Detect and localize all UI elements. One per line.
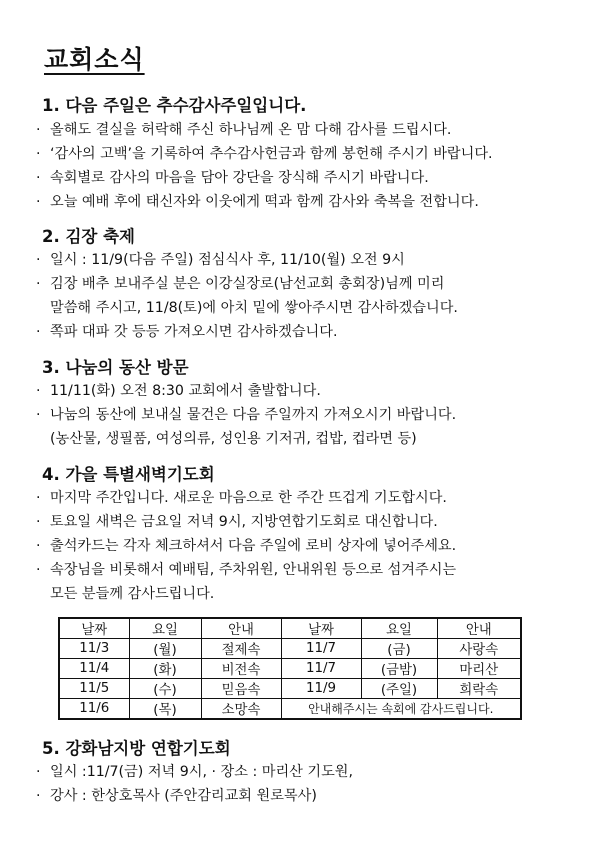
section-5-item-1: · 일시 :11/7(금) 저녁 9시, · 장소 : 마리산 기도원, [36,764,353,780]
table-cell: 11/9 [281,679,361,699]
table-row [59,679,521,699]
table-cell: 11/4 [59,659,129,679]
header-day: 요일 [361,618,437,639]
table-cell: 11/7 [281,659,361,679]
section-4-item-4-cont: 모든 분들께 감사드립니다. [50,586,215,602]
table-row [59,699,521,720]
section-2-item-3: · 쪽파 대파 갓 등등 가져오시면 감사하겠습니다. [36,324,338,340]
table-cell: (목) [129,699,201,720]
section-4-heading: 4. 가을 특별새벽기도회 [42,465,215,484]
section-1-item-2: · ‘감사의 고백’을 기록하여 추수감사헌금과 함께 봉헌해 주시기 바랍니다. [36,146,493,162]
section-2-heading: 2. 김장 축제 [42,227,135,246]
table-cell: (금) [361,639,437,659]
table-cell: 믿음속 [201,679,281,699]
section-3-heading: 3. 나눔의 동산 방문 [42,358,189,377]
header-guide: 안내 [201,618,281,639]
header-guide: 안내 [437,618,521,639]
section-4-item-1: · 마지막 주간입니다. 새로운 마음으로 한 주간 뜨겁게 기도합시다. [36,490,447,506]
section-2-item-2-cont: 말씀해 주시고, 11/8(토)에 아치 밑에 쌓아주시면 감사하겠습니다. [50,300,458,316]
table-row [59,639,521,659]
header-date: 날짜 [59,618,129,639]
page-title: 교회소식 [44,45,145,74]
section-1-item-1: · 올해도 결실을 허락해 주신 하나님께 온 맘 다해 감사를 드립시다. [36,122,452,138]
section-1-heading: 1. 다음 주일은 추수감사주일입니다. [42,96,307,115]
section-1-item-3: · 속회별로 감사의 마음을 담아 강단을 장식해 주시기 바랍니다. [36,170,429,186]
table-cell: (수) [129,679,201,699]
section-5-heading: 5. 강화남지방 연합기도회 [42,739,231,758]
table-cell: (주일) [361,679,437,699]
section-4-item-3: · 출석카드는 각자 체크하셔서 다음 주일에 로비 상자에 넣어주세요. [36,538,457,554]
table-cell: 마리산 [437,659,521,679]
table-header-row [59,618,521,639]
section-5-item-2: · 강사 : 한상호목사 (주안감리교회 원로목사) [36,788,317,804]
table-cell: 11/3 [59,639,129,659]
table-cell: (금밤) [361,659,437,679]
table-cell: (화) [129,659,201,679]
section-3-item-2: · 나눔의 동산에 보내실 물건은 다음 주일까지 가져오시기 바랍니다. [36,407,457,423]
section-2-item-1: · 일시 : 11/9(다음 주일) 점심식사 후, 11/10(월) 오전 9시 [36,252,405,268]
table-row [59,659,521,679]
table-cell: 11/5 [59,679,129,699]
table-cell: (월) [129,639,201,659]
section-2-item-2: · 김장 배추 보내주실 분은 이강실장로(남선교회 총회장)님께 미리 [36,276,445,292]
table-note: 안내해주시는 속회에 감사드립니다. [281,699,521,720]
table-cell: 11/6 [59,699,129,720]
section-4-item-2: · 토요일 새벽은 금요일 저녁 9시, 지방연합기도회로 대신합니다. [36,514,438,530]
section-1-item-4: · 오늘 예배 후에 태신자와 이웃에게 떡과 함께 감사와 축복을 전합니다. [36,194,479,210]
header-day: 요일 [129,618,201,639]
table-cell: 소망속 [201,699,281,720]
table-cell: 절제속 [201,639,281,659]
table-cell: 희락속 [437,679,521,699]
table-cell: 11/7 [281,639,361,659]
header-date: 날짜 [281,618,361,639]
table-cell: 사랑속 [437,639,521,659]
section-4-item-4: · 속장님을 비롯해서 예배팀, 주차위원, 안내위원 등으로 섬겨주시는 [36,562,457,578]
guide-schedule-table [58,617,522,720]
section-3-item-2-cont: (농산물, 생필품, 여성의류, 성인용 기저귀, 컵밥, 컵라면 등) [50,431,417,447]
table-cell: 비전속 [201,659,281,679]
section-3-item-1: · 11/11(화) 오전 8:30 교회에서 출발합니다. [36,383,321,399]
